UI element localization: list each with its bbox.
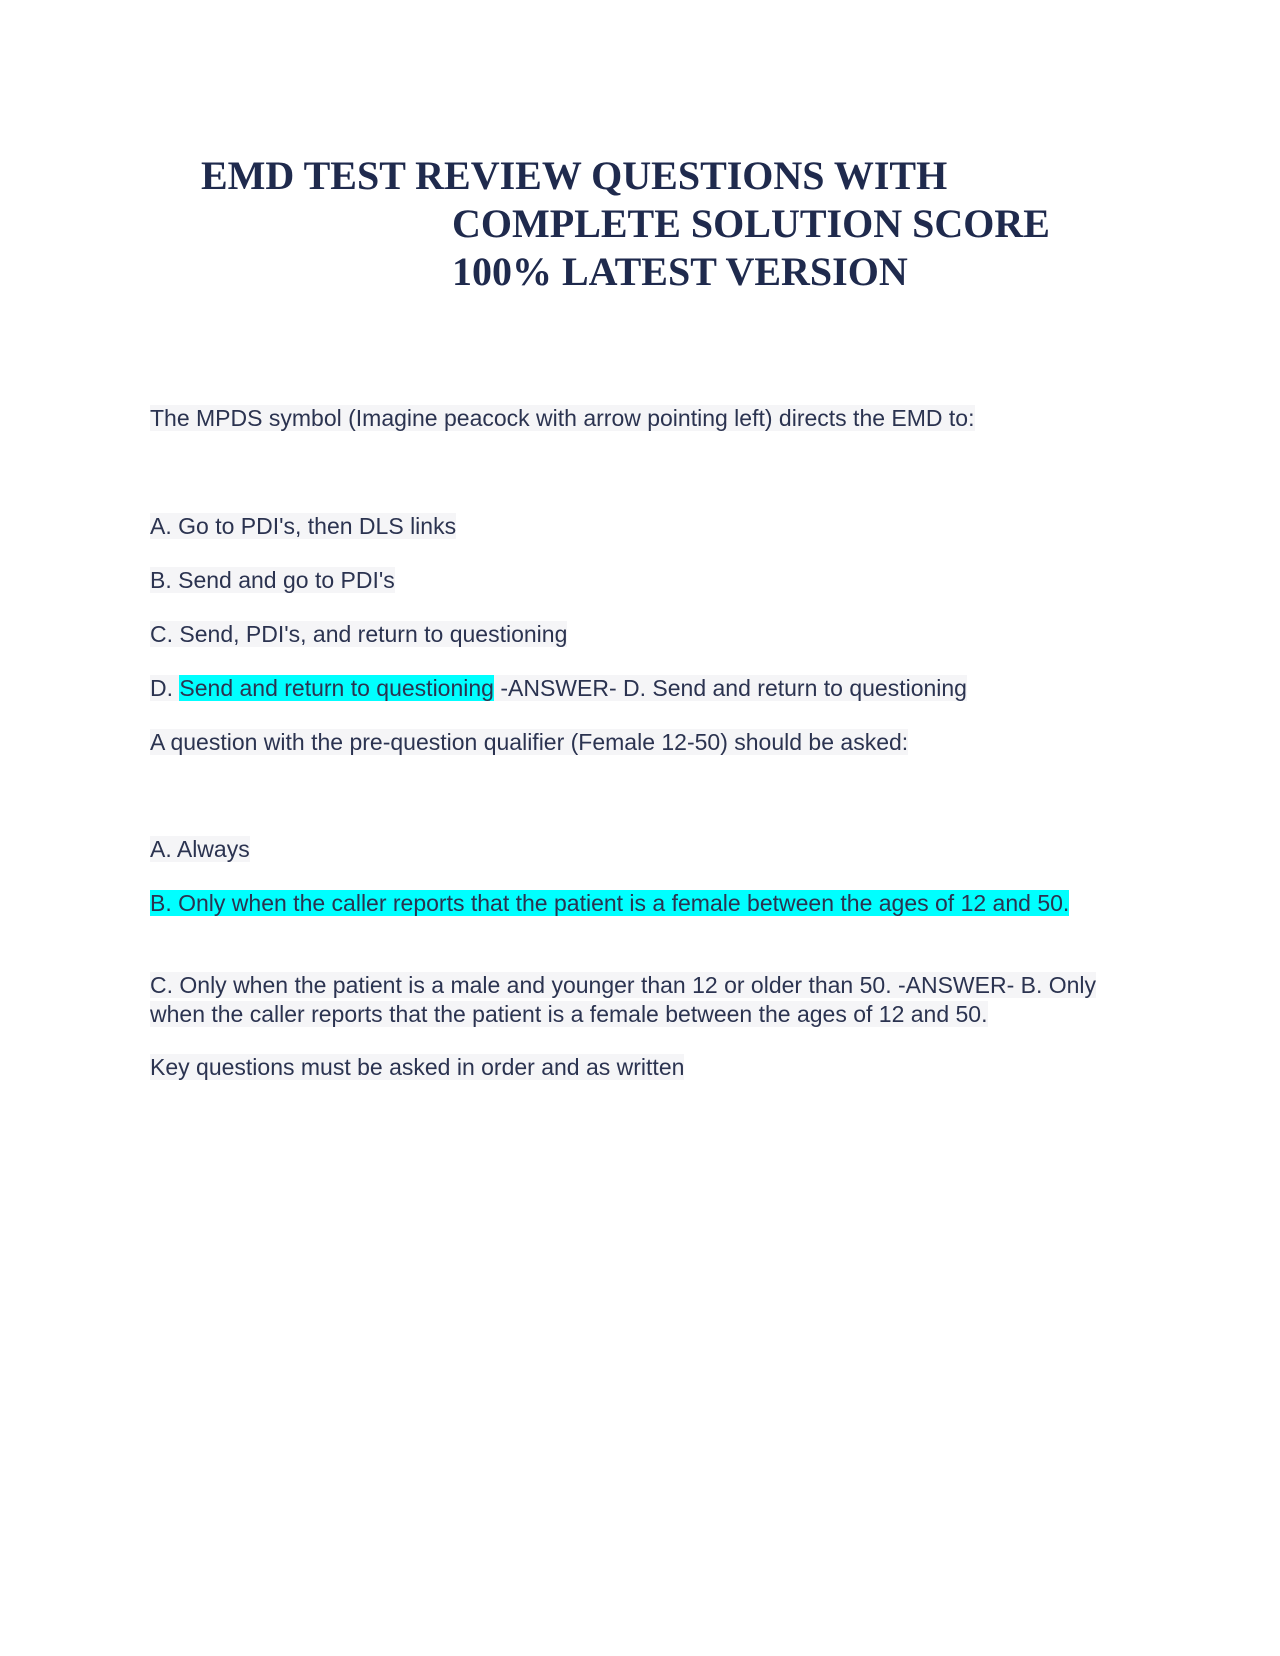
question-3-prompt-text: Key questions must be asked in order and as written [150,1054,685,1080]
question-2-highlighted-answer: B. Only when the caller reports that the patient is a female between the ages of 12 and 50. [150,890,1070,916]
question-2-option-a-text: A. Always [150,836,250,862]
question-1-option-d [150,674,1130,703]
question-2-option-b [150,889,1130,918]
title-line-1: EMD TEST REVIEW QUESTIONS WITH [201,153,948,198]
question-1-option-a [150,512,1130,541]
question-1-option-c [150,620,1130,649]
question-1-prompt [150,404,1130,433]
question-2-option-c [150,971,1130,1029]
question-1-option-c-text: C. Send, PDI's, and return to questioning [150,621,568,647]
title-line-2: COMPLETE SOLUTION SCORE [452,201,1050,246]
question-2-prompt-text: A question with the pre-question qualifier (Female 12-50) should be asked: [150,729,909,755]
title-line-3: 100% LATEST VERSION [452,249,908,294]
question-3-prompt [150,1053,1130,1082]
question-1-option-b-text: B. Send and go to PDI's [150,567,395,593]
question-1-highlighted-answer: Send and return to questioning [179,675,494,701]
question-1-prompt-text: The MPDS symbol (Imagine peacock with arrow pointing left) directs the EMD to: [150,405,975,431]
question-1-option-d-prefix: D. [150,675,180,701]
question-2-prompt [150,728,1130,757]
question-2-option-a [150,835,1130,864]
question-1-option-b [150,566,1130,595]
question-2-option-c-text: C. Only when the patient is a male and younger than 12 or older than 50. -ANSWER- B. Only when the caller reports that the patient is a female between the ages of 12 and 50. [150,972,1097,1027]
question-1-answer-text: -ANSWER- D. Send and return to questioning [493,675,967,701]
document-title [0,152,1280,296]
question-1-option-a-text: A. Go to PDI's, then DLS links [150,513,457,539]
